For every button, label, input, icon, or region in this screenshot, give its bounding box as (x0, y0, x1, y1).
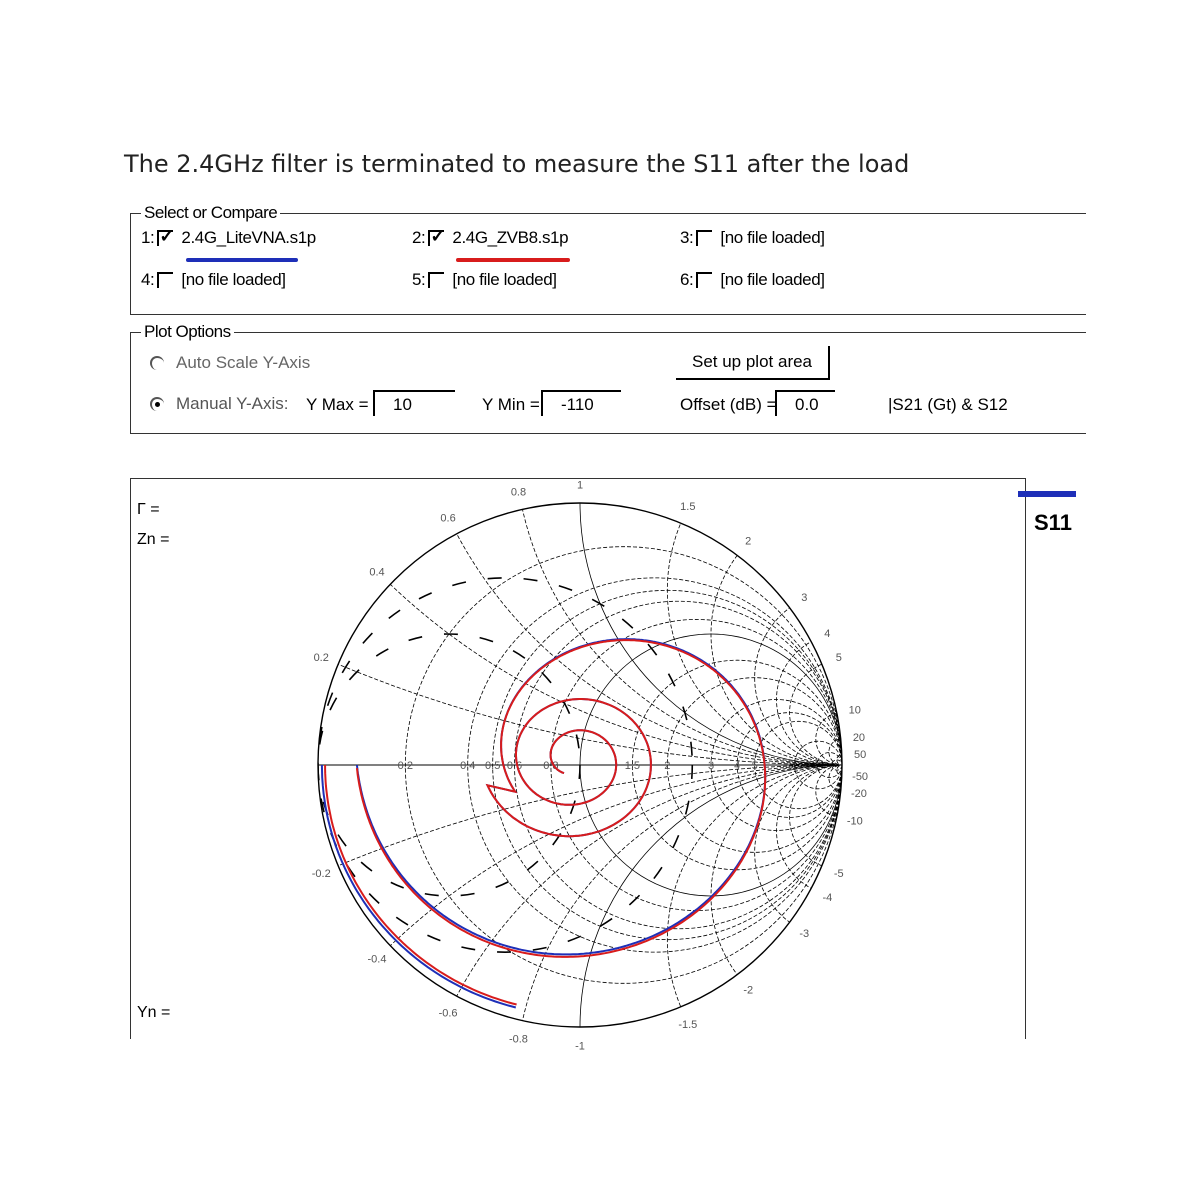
ymax-input[interactable]: 10 (373, 390, 455, 416)
reactance-label--0.6: -0.6 (438, 1007, 458, 1020)
reactance-label--0.2: -0.2 (311, 867, 331, 880)
resistance-label-0.8: 0.8 (543, 760, 559, 772)
s21-s12-label: |S21 (Gt) & S12 (888, 395, 1008, 414)
plot-options-group (130, 322, 1086, 434)
slot-2-color-line (456, 258, 570, 262)
reactance-label-0.4: 0.4 (369, 566, 385, 579)
reactance-label-1.5: 1.5 (680, 501, 696, 514)
slot-5-filename: [no file loaded] (452, 270, 557, 289)
reactance-label--10: -10 (846, 815, 863, 828)
select-compare-legend: Select or Compare (141, 203, 280, 223)
resistance-label-2: 2 (664, 760, 671, 772)
slot-6-checkbox[interactable] (696, 272, 712, 288)
reactance-label--4: -4 (822, 891, 833, 904)
reactance-label--20: -20 (850, 787, 867, 800)
resistance-label-5: 5 (751, 760, 758, 772)
file-slot-3[interactable]: 3: [no file loaded] (680, 228, 825, 247)
reactance-label--1.5: -1.5 (678, 1018, 698, 1031)
resistance-label-1.5: 1.5 (624, 760, 641, 772)
yn-readout: Yn = (137, 1004, 171, 1021)
reactance-label-50: 50 (853, 748, 867, 761)
ymin-label: Y Min = (482, 395, 540, 414)
reactance-label--2: -2 (743, 984, 754, 997)
setup-plot-area-button[interactable]: Set up plot area (676, 346, 830, 380)
slot-5-checkbox[interactable] (428, 272, 444, 288)
file-slot-2[interactable]: 2: ✓ 2.4G_ZVB8.s1p (412, 228, 568, 248)
reactance-label-3: 3 (801, 591, 808, 604)
s11-legend-swatch (1018, 491, 1076, 497)
slot-3-filename: [no file loaded] (720, 228, 825, 247)
slot-2-filename: 2.4G_ZVB8.s1p (452, 228, 569, 247)
reactance-label-10: 10 (848, 704, 861, 717)
gamma-readout: Γ = (137, 501, 160, 518)
plot-options-legend: Plot Options (141, 322, 234, 342)
resistance-label-0.5: 0.5 (485, 760, 501, 772)
slot-2-checkbox[interactable] (428, 230, 444, 246)
slot-6-filename: [no file loaded] (720, 270, 825, 289)
reactance-label-2: 2 (745, 535, 752, 548)
manual-axis-option[interactable] (150, 394, 288, 414)
plot-area (130, 478, 1026, 1039)
slot-1-color-line (186, 258, 298, 262)
resistance-label-4: 4 (734, 760, 741, 772)
slot-1-checkbox[interactable] (157, 230, 173, 246)
reactance-label-0.2: 0.2 (313, 652, 329, 665)
slot-4-checkbox[interactable] (157, 272, 173, 288)
resistance-label-0.4: 0.4 (460, 760, 476, 772)
reactance-label-0.8: 0.8 (510, 486, 527, 499)
file-slot-5[interactable]: 5: [no file loaded] (412, 270, 557, 289)
resistance-label-0.6: 0.6 (506, 760, 523, 772)
resistance-label-0.2: 0.2 (397, 760, 413, 772)
auto-scale-label: Auto Scale Y-Axis (176, 353, 311, 372)
file-slot-1[interactable]: 1: ✓ 2.4G_LiteVNA.s1p (141, 228, 316, 248)
reactance-label-4: 4 (824, 628, 831, 641)
page-caption: The 2.4GHz filter is terminated to measure the S11 after the load (124, 150, 910, 178)
reactance-label-1: 1 (576, 479, 584, 492)
reactance-label-5: 5 (835, 652, 842, 665)
reactance-label--1: -1 (575, 1040, 585, 1053)
s11-legend-label: S11 (1034, 510, 1072, 535)
offset-label: Offset (dB) = (680, 395, 777, 414)
reactance-label--3: -3 (799, 928, 810, 941)
reactance-label--50: -50 (852, 771, 869, 784)
file-slot-4[interactable]: 4: [no file loaded] (141, 270, 286, 289)
file-slot-6[interactable]: 6: [no file loaded] (680, 270, 825, 289)
offset-input[interactable]: 0.0 (775, 390, 835, 416)
zn-readout: Zn = (137, 531, 170, 548)
manual-axis-radio[interactable] (150, 397, 164, 411)
slot-3-checkbox[interactable] (696, 230, 712, 246)
auto-scale-radio[interactable] (150, 356, 164, 370)
slot-1-filename: 2.4G_LiteVNA.s1p (181, 228, 316, 247)
reactance-label--0.8: -0.8 (508, 1033, 528, 1046)
reactance-label-0.6: 0.6 (440, 512, 456, 525)
reactance-label-20: 20 (852, 732, 866, 745)
slot-4-filename: [no file loaded] (181, 270, 286, 289)
reactance-label--5: -5 (833, 867, 844, 880)
ymax-label: Y Max = (306, 395, 369, 414)
auto-scale-option[interactable] (150, 353, 310, 373)
reactance-label--0.4: -0.4 (367, 953, 387, 966)
ymin-input[interactable]: -110 (541, 390, 621, 416)
resistance-label-3: 3 (707, 760, 715, 772)
manual-axis-label: Manual Y-Axis: (176, 394, 289, 413)
